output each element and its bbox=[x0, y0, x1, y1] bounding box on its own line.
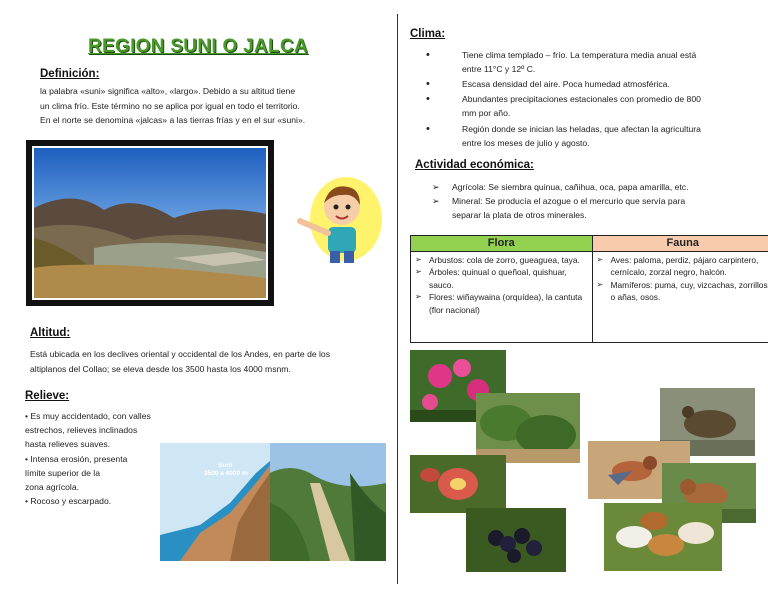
flora-cell bbox=[411, 251, 593, 342]
clima-item bbox=[462, 92, 752, 120]
altitud-heading: Altitud: bbox=[30, 327, 71, 339]
fauna-header: Fauna bbox=[592, 236, 768, 252]
definicion-heading: Definición: bbox=[40, 68, 100, 80]
flora-fauna-table bbox=[410, 235, 768, 343]
relieve-heading: Relieve: bbox=[25, 390, 70, 402]
actividad-item bbox=[452, 194, 752, 222]
clima-item-line: • Tiene clima templado – frío. La temperatura media anual está bbox=[462, 50, 697, 60]
clima-item-line: mm por año. bbox=[462, 108, 511, 118]
flora-item: ➢ Arbustos: cola de zorro, gueaguea, taya. bbox=[415, 254, 588, 267]
fauna-cell bbox=[592, 251, 768, 342]
berries-photo bbox=[466, 508, 566, 572]
clima-item-line: • Escasa densidad del aire. Poca humedad atmosférica. bbox=[462, 79, 670, 89]
flora-item: ➢ Flores: wiñaywaina (orquídea), la cantuta (flor nacional) bbox=[415, 291, 588, 316]
definicion-text bbox=[40, 84, 305, 128]
landscape-photo-frame bbox=[26, 140, 274, 306]
actividad-item-line: separar la plata de otros minerales. bbox=[452, 210, 587, 220]
clima-item-line: entre 11°C y 12º C. bbox=[462, 64, 536, 74]
clima-list bbox=[462, 48, 752, 150]
clima-heading: Clima: bbox=[410, 28, 446, 40]
relieve-line: estrechos, relieves inclinados bbox=[25, 425, 138, 436]
actividad-item-line: ➢ Mineral: Se producía el azogue o el mercurio que servía para bbox=[452, 196, 686, 206]
relieve-line: • Intensa erosión, presenta bbox=[25, 453, 128, 464]
altitud-line: Está ubicada en los declives oriental y occidental de los Andes, en parte de los bbox=[30, 349, 331, 359]
fauna-item: ➢ Aves: paloma, perdiz, pájaro carpintero, cernícalo, zorzal negro, halcón. bbox=[597, 254, 768, 279]
relieve-line: zona agrícola. bbox=[25, 482, 79, 493]
relieve-line: • Rocoso y escarpado. bbox=[25, 496, 112, 507]
relieve-text bbox=[25, 409, 151, 508]
clima-item bbox=[462, 77, 752, 91]
clima-item-line: entre los meses de julio y agosto. bbox=[462, 138, 590, 148]
actividad-heading: Actividad económica: bbox=[415, 159, 534, 171]
relieve-line: • Es muy accidentado, con valles bbox=[25, 411, 151, 421]
wiñaywaina-flower-photo bbox=[410, 455, 506, 513]
relieve-line: hasta relieves suaves. bbox=[25, 439, 111, 450]
relieve-diagram bbox=[160, 443, 386, 561]
definicion-line: la palabra «suni» significa «alto», «largo». Debido a su altitud tiene bbox=[40, 86, 296, 96]
clima-item-line: • Región donde se inician las heladas, que afectan la agricultura bbox=[462, 124, 701, 134]
definicion-line: En el norte se denomina «jalcas» a las tierras frías y en el sur «suni». bbox=[40, 115, 306, 126]
column-divider bbox=[397, 14, 398, 584]
actividad-list bbox=[452, 180, 752, 222]
altitud-line: altiplanos del Collao; se eleva desde los 3500 hasta los 4000 msnm. bbox=[30, 363, 291, 374]
flora-header: Flora bbox=[411, 236, 593, 252]
fauna-item: ➢ Mamíferos: puma, cuy, vizcachas, zorrillos o añas, osos. bbox=[597, 279, 768, 304]
guinea-pigs-photo bbox=[604, 503, 722, 571]
diagram-suni-label: Suni bbox=[218, 462, 233, 469]
clima-item-line: • Abundantes precipitaciones estacionales con promedio de 800 bbox=[462, 94, 701, 104]
actividad-item-line: ➢ Agrícola: Se siembra quinua, cañihua, oca, papa amarilla, etc. bbox=[452, 182, 689, 192]
shrub-photo bbox=[476, 393, 580, 463]
andes-landscape-photo bbox=[34, 148, 266, 298]
clima-item bbox=[462, 48, 752, 76]
actividad-item bbox=[452, 180, 752, 194]
altitud-text bbox=[30, 347, 330, 376]
flora-fauna-table-wrap bbox=[410, 235, 768, 343]
definicion-line: un clima frío. Este término no se aplica por igual en todo el territorio. bbox=[40, 100, 300, 111]
clima-item bbox=[462, 122, 752, 150]
page-title: REGION SUNI O JALCA bbox=[88, 36, 308, 57]
diagram-altitude-label: 3500 a 4000 m bbox=[204, 470, 248, 477]
boy-illustration bbox=[290, 165, 386, 265]
relieve-line: límite superior de la bbox=[25, 467, 100, 478]
flora-item: ➢ Árboles: quinual o queñoal, quishuar, sauco. bbox=[415, 266, 588, 291]
